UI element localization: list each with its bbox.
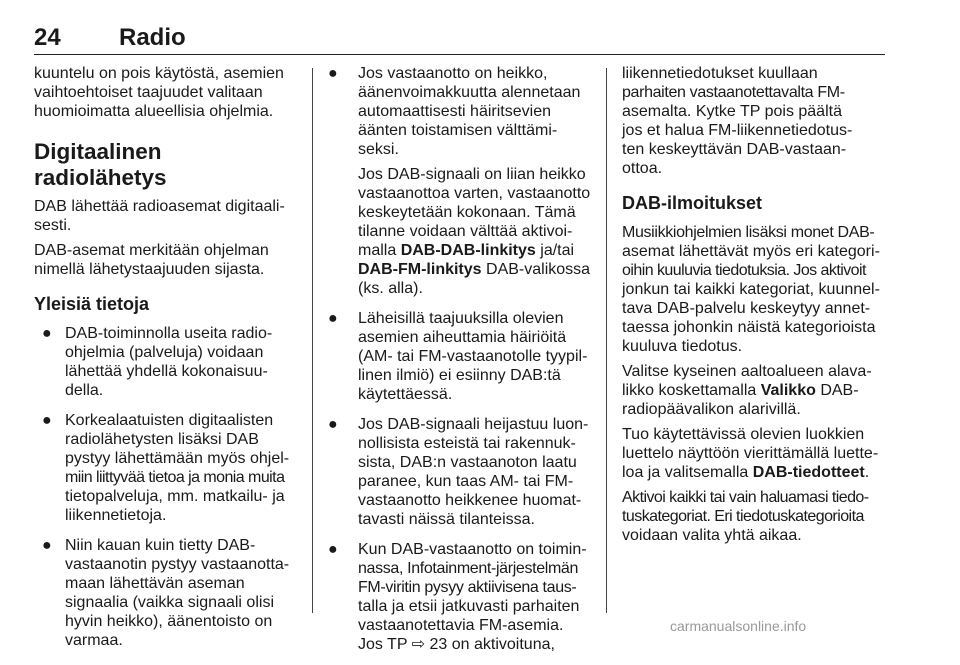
text-line [622, 381, 886, 400]
column-divider [312, 68, 313, 613]
text-line: äänten toistamisen välttämi- [358, 122, 558, 139]
text-line: liikennetietoja. [65, 507, 167, 524]
text-line: Kun DAB-vastaanotto on toimin- [358, 541, 587, 558]
menu-term-dab-tiedotteet: DAB-tiedotteet [752, 464, 865, 481]
text-line [622, 463, 886, 482]
section-title: Radio [119, 24, 186, 51]
text-run: . [864, 464, 870, 481]
text-line: varmaa. [65, 632, 123, 649]
heading-dab-announcements: DAB-ilmoitukset [622, 193, 763, 213]
text-run: DAB-valikossa [481, 261, 591, 278]
text-line: Tuo käytettävissä olevien luokkien [622, 426, 865, 443]
bullet-icon: ● [42, 325, 52, 342]
intro-paragraph [34, 64, 300, 121]
heading-general-info: Yleisiä tietoja [34, 294, 150, 314]
text-line: taessa johonkin näistä kategorioista [622, 319, 876, 336]
sub-paragraph [358, 165, 591, 298]
text-line: jonkun tai kaikki kategoriat, kuunnel- [622, 281, 880, 298]
text-run: DAB- [815, 382, 859, 399]
list-item [34, 324, 300, 400]
text-line: Aktivoi kaikki tai vain haluamasi tiedo- [622, 489, 869, 506]
paragraph [622, 362, 886, 419]
list-item [34, 536, 300, 650]
bullet-icon: ● [42, 537, 52, 554]
text-line: DAB lähettää radioasemat digitaali- [34, 198, 285, 215]
text-line: liikennetiedotukset kuullaan [622, 65, 818, 82]
text-run: malla [358, 242, 401, 259]
column-divider [606, 68, 607, 613]
text-run: 23 on aktivoituna, [425, 636, 555, 653]
text-line: Jos vastaanotto on heikko, [358, 65, 548, 82]
list-item [34, 411, 300, 525]
text-line: vastaanotto heikkenee huomat- [358, 492, 582, 509]
text-line: kuuntelu on pois käytöstä, asemien [34, 65, 284, 82]
text-line: tilanne voidaan välttää aktivoi- [358, 223, 573, 240]
text-line: Läheisillä taajuuksilla olevien [358, 310, 564, 327]
text-line: miin liittyvää tietoa ja monia muita [65, 469, 285, 486]
page-number: 24 [34, 24, 61, 51]
heading-digital-radio: Digitaalinen radiolähetys [34, 139, 167, 190]
text-line: tuskategoriat. Eri tiedotuskategorioita [622, 508, 864, 525]
menu-term-dab-fm-link: DAB-FM-linkitys [358, 261, 482, 278]
text-line: (AM- tai FM-vastaanotolle tyypil- [358, 348, 588, 365]
text-run: ja/tai [535, 242, 575, 259]
watermark: carmanualsonline.info [670, 618, 807, 634]
text-line: automaattisesti häiritsevien [358, 103, 551, 120]
menu-term-dab-dab-link: DAB-DAB-linkitys [400, 242, 536, 259]
text-line [358, 241, 591, 260]
text-line: asemalta. Kytke TP pois päältä [622, 103, 842, 120]
text-line: nollisista esteistä tai rakennuk- [358, 435, 576, 452]
text-line: pystyy lähettämään myös ohjel- [65, 450, 290, 467]
text-line [358, 635, 591, 654]
bullet-icon: ● [328, 65, 338, 82]
paragraph [622, 425, 886, 482]
text-line: Korkealaatuisten digitaalisten [65, 412, 274, 429]
text-line: ottoa. [622, 160, 663, 177]
column-3 [622, 64, 886, 551]
text-line: käytettäessä. [358, 386, 453, 403]
text-line: vastaanotin pystyy vastaanotta- [65, 556, 290, 573]
text-line: vastaanotettavia FM-asemia. [358, 617, 564, 634]
text-line: huomioimatta alueellisia ohjelmia. [34, 103, 274, 120]
text-line: Musiikkiohjelmien lisäksi monet DAB- [622, 224, 875, 241]
text-line: parhaiten vastaanotettavalta FM- [622, 84, 845, 101]
bullet-icon: ● [328, 310, 338, 327]
list-item [323, 309, 591, 404]
menu-term-valikko: Valikko [760, 382, 816, 399]
list-item [323, 64, 591, 298]
text-line: asemat lähettävät myös eri kategori- [622, 243, 880, 260]
text-line: tava DAB-palvelu keskeytyy annet- [622, 300, 871, 317]
bullet-icon: ● [328, 416, 338, 433]
text-run: loa ja valitsemalla [622, 464, 753, 481]
paragraph [34, 241, 300, 279]
text-line: nassa, Infotainment-järjestelmän [358, 560, 579, 577]
text-line: Jos DAB-signaali on liian heikko [358, 166, 586, 183]
paragraph [622, 223, 886, 356]
column-2 [323, 64, 591, 665]
text-line: äänenvoimakkuutta alennetaan [358, 84, 581, 101]
text-line: seksi. [358, 141, 399, 158]
text-line: maan lähettävän aseman [65, 575, 245, 592]
text-line: (ks. alla). [358, 280, 423, 297]
text-line: vastaanottoa varten, vastaanotto [358, 185, 591, 202]
text-line: ohjelmia (palveluja) voidaan [65, 344, 264, 361]
text-line: FM-viritin pysyy aktiivisena taus- [358, 579, 577, 596]
text-line: radiopäävalikon alarivillä. [622, 401, 801, 418]
column-1 [34, 64, 300, 661]
text-line: Niin kauan kuin tietty DAB- [65, 537, 256, 554]
text-line: lähettää yhdellä kokonaisuu- [65, 363, 268, 380]
text-line: asemien aiheuttamia häiriöitä [358, 329, 567, 346]
text-line: hyvin heikko), äänentoisto on [65, 613, 273, 630]
text-line: tavasti näissä tilanteissa. [358, 511, 535, 528]
text-line: sesti. [34, 217, 72, 234]
text-line: DAB-asemat merkitään ohjelman [34, 242, 269, 259]
arrow-reference-icon: ⇨ [411, 636, 426, 653]
text-line: tietopalveluja, mm. matkailu- ja [65, 488, 285, 505]
text-line: ten keskeyttävän DAB-vastaan- [622, 141, 847, 158]
text-line: radiolähetysten lisäksi DAB [65, 431, 259, 448]
header-rule [34, 54, 885, 55]
list-item [323, 540, 591, 654]
bullet-icon: ● [42, 412, 52, 429]
text-line: luettelo näyttöön vierittämällä luette- [622, 445, 879, 462]
text-line: DAB-toiminnolla useita radio- [65, 325, 273, 342]
text-run: likko koskettamalla [622, 382, 761, 399]
text-run: Jos TP [358, 636, 412, 653]
list-item [323, 415, 591, 529]
paragraph [622, 488, 886, 545]
text-line: nimellä lähetystaajuuden sijasta. [34, 261, 265, 278]
text-line: della. [65, 382, 104, 399]
text-line: vaihtoehtoiset taajuudet valitaan [34, 84, 263, 101]
bullet-icon: ● [328, 541, 338, 558]
paragraph [34, 197, 300, 235]
text-line: sista, DAB:n vastaanoton laatu [358, 454, 577, 471]
text-line: kuuluva tiedotus. [622, 338, 743, 355]
text-line [358, 260, 591, 279]
text-line: Jos DAB-signaali heijastuu luon- [358, 416, 589, 433]
text-line: talla ja etsii jatkuvasti parhaiten [358, 598, 580, 615]
text-line: signaalia (vaikka signaali olisi [65, 594, 274, 611]
text-line: jos et halua FM-liikennetiedotus- [622, 122, 853, 139]
text-line: linen ilmiö) ei esiinny DAB:tä [358, 367, 561, 384]
text-line: voidaan valita yhtä aikaa. [622, 527, 802, 544]
text-line: keskeytetään kokonaan. Tämä [358, 204, 576, 221]
text-line: paranee, kun taas AM- tai FM- [358, 473, 574, 490]
text-line: oihin kuuluvia tiedotuksia. Jos aktivoit [622, 262, 866, 279]
text-line: Valitse kyseinen aaltoalueen alava- [622, 363, 872, 380]
continuation-paragraph [622, 64, 886, 178]
